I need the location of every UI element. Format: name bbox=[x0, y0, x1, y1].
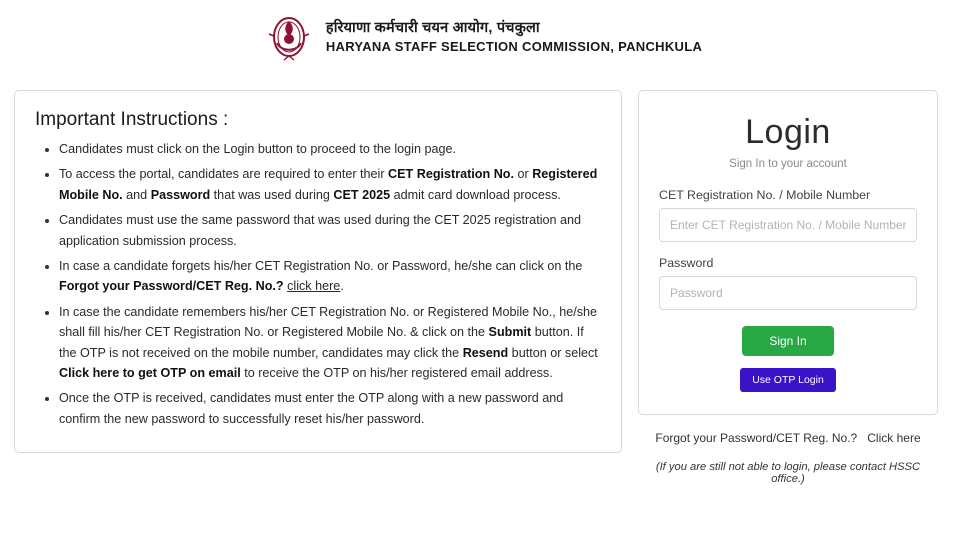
login-subtitle: Sign In to your account bbox=[729, 158, 847, 171]
password-label: Password bbox=[659, 256, 714, 271]
instruction-text: . bbox=[340, 279, 344, 294]
instruction-text: to receive the OTP on his/her registered email address. bbox=[240, 365, 553, 380]
forgot-password-text: Forgot your Password/CET Reg. No.? bbox=[655, 431, 858, 446]
username-field-block bbox=[659, 188, 917, 242]
instructions-heading: Important Instructions : bbox=[35, 109, 229, 130]
instruction-text: Candidates must click on the Login button to proceed to the login page. bbox=[59, 142, 456, 156]
main-content bbox=[0, 70, 968, 485]
username-label: CET Registration No. / Mobile Number bbox=[659, 188, 871, 203]
emphasis-text: Password bbox=[150, 187, 211, 202]
password-input[interactable] bbox=[659, 276, 917, 310]
emphasis-text: Registered Mobile No. bbox=[59, 167, 598, 202]
login-column bbox=[638, 90, 938, 485]
hssc-emblem-icon bbox=[266, 12, 312, 62]
instruction-text: To access the portal, candidates are required to enter their bbox=[59, 167, 389, 182]
instruction-item bbox=[59, 164, 603, 205]
use-otp-login-button[interactable]: Use OTP Login bbox=[740, 368, 836, 392]
site-header bbox=[0, 0, 968, 70]
header-titles bbox=[326, 19, 702, 55]
instruction-text: admit card download process. bbox=[390, 187, 561, 202]
instruction-text: and bbox=[122, 187, 151, 202]
contact-note: (If you are still not able to login, please contact HSSC office.) bbox=[655, 461, 921, 486]
instruction-text: that was used during bbox=[210, 187, 334, 202]
instruction-item bbox=[59, 210, 603, 251]
instructions-list bbox=[33, 139, 603, 429]
instruction-text: Candidates must use the same password that was used during the CET 2025 registration and application submission process. bbox=[59, 213, 582, 248]
instruction-text: or bbox=[513, 167, 533, 182]
instruction-item bbox=[59, 302, 603, 384]
instruction-text: button or select bbox=[508, 345, 598, 360]
click-here-link[interactable]: click here bbox=[287, 279, 341, 294]
instructions-panel bbox=[14, 90, 622, 453]
login-title: Login bbox=[745, 113, 831, 151]
signin-button-row bbox=[659, 326, 917, 356]
forgot-password-line bbox=[638, 431, 938, 445]
emphasis-text: Forgot your Password/CET Reg. No.? bbox=[59, 279, 284, 294]
title-hindi: हरियाणा कर्मचारी चयन आयोग, पंचकुला bbox=[325, 19, 540, 36]
instruction-text: Once the OTP is received, candidates must enter the OTP along with a new password and confirm the new password to successfully reset his/her password. bbox=[59, 391, 564, 426]
instruction-text: button. If the OTP is not received on the mobile number, candidates may click the bbox=[59, 325, 584, 360]
password-field-block bbox=[659, 256, 917, 310]
login-card bbox=[638, 90, 938, 415]
instruction-text: In case the candidate remembers his/her CET Registration No. or Registered Mobile No., he/she shall fill his/her CET Registration No. or Registered Mobile No. & click on the bbox=[59, 304, 598, 340]
instruction-item bbox=[59, 388, 603, 429]
emphasis-text: CET Registration No. bbox=[388, 167, 514, 182]
forgot-password-link[interactable]: Click here bbox=[867, 431, 921, 446]
cet-registration-input[interactable] bbox=[659, 208, 917, 242]
title-english: HARYANA STAFF SELECTION COMMISSION, PANCHKULA bbox=[325, 38, 703, 54]
otp-button-row bbox=[659, 368, 917, 392]
emphasis-text: Click here to get OTP on email bbox=[59, 365, 241, 380]
instruction-item bbox=[59, 256, 603, 297]
instruction-text: In case a candidate forgets his/her CET Registration No. or Password, he/she can click on the bbox=[59, 258, 583, 273]
emphasis-text: Submit bbox=[488, 325, 532, 340]
emphasis-text: CET 2025 bbox=[333, 187, 391, 202]
instruction-item bbox=[59, 139, 603, 159]
emphasis-text: Resend bbox=[462, 345, 509, 360]
sign-in-button[interactable]: Sign In bbox=[742, 326, 834, 356]
